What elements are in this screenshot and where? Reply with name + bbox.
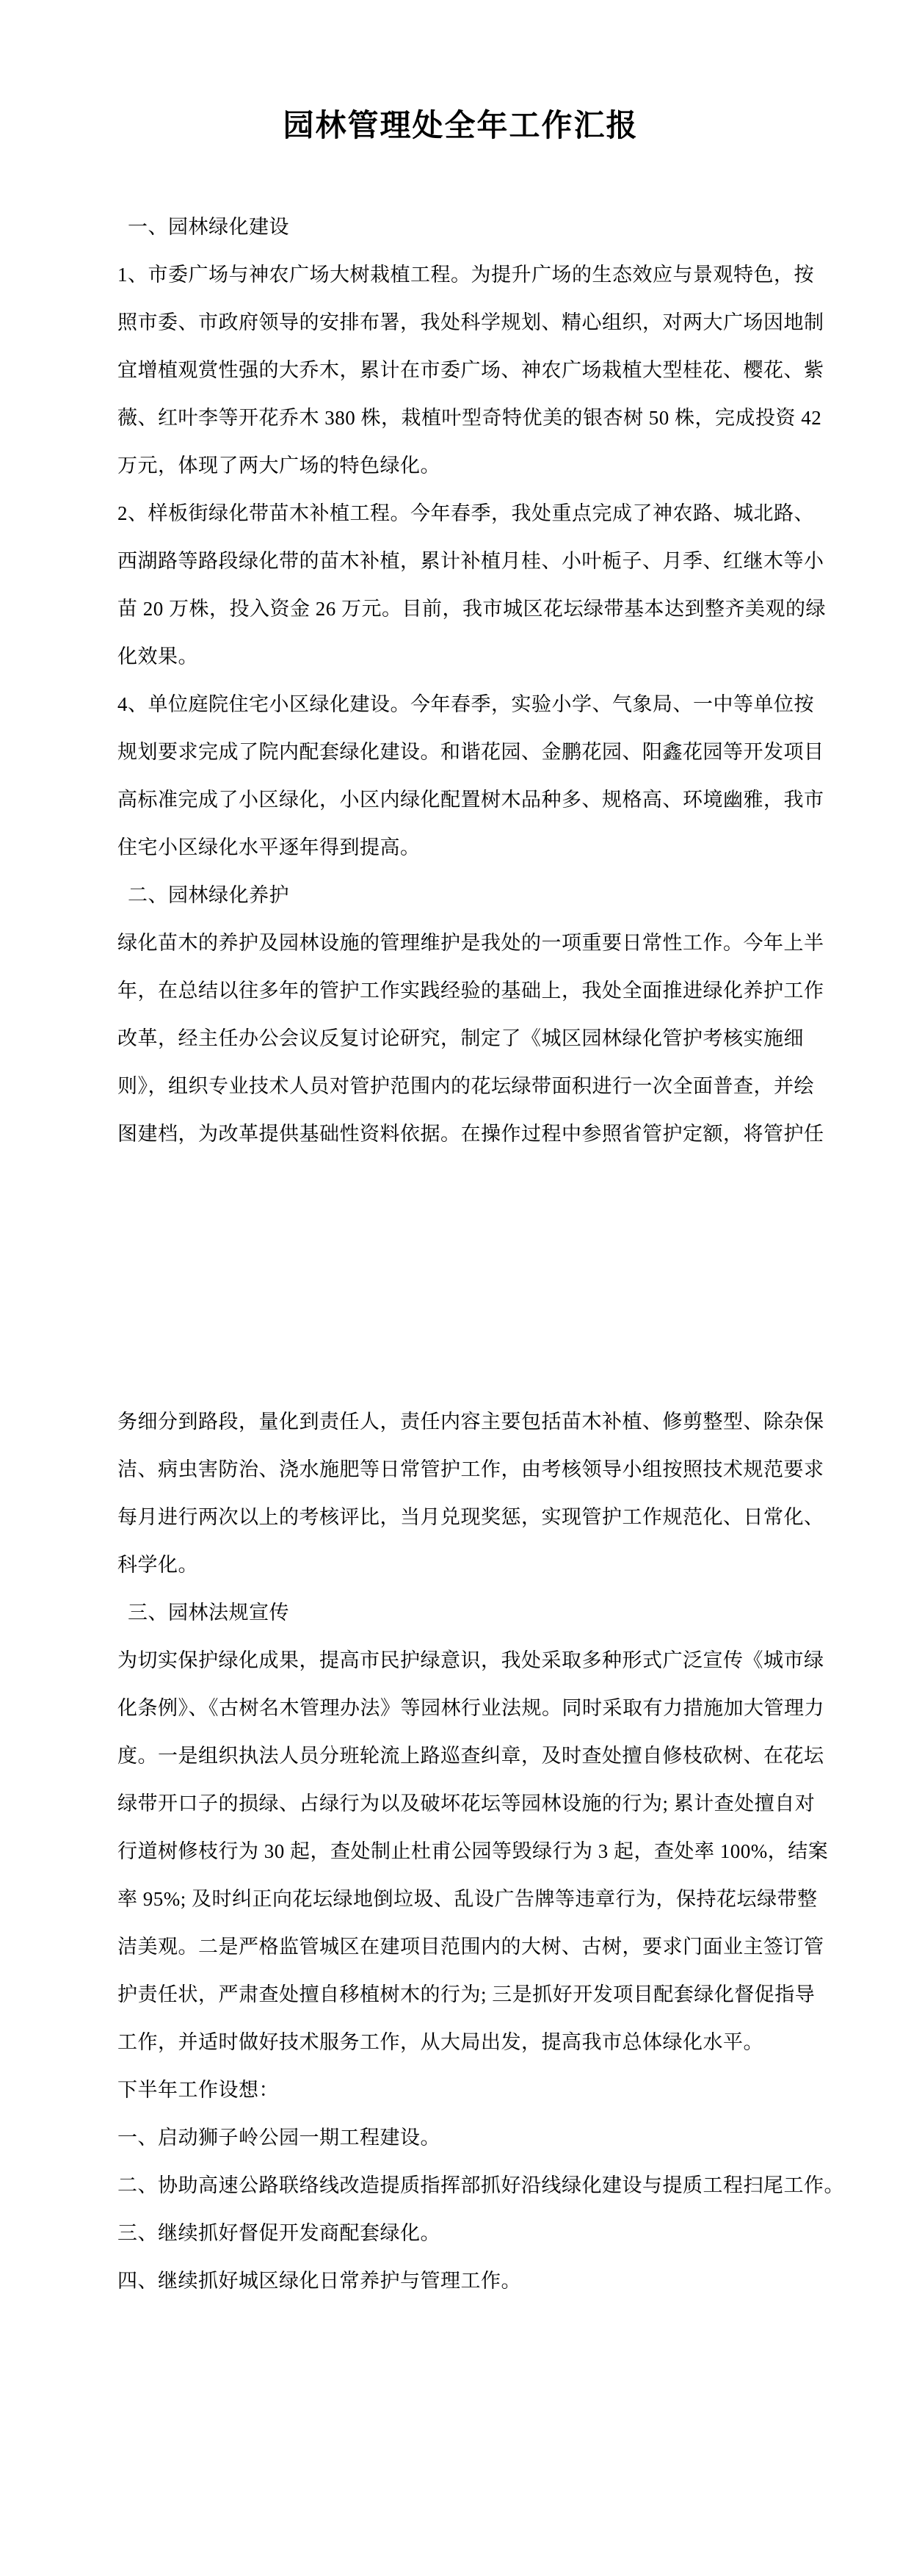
text-line: 薇、红叶李等开花乔木 380 株，栽植叶型奇特优美的银杏树 50 株，完成投资 42 <box>117 407 822 429</box>
text-line: 住宅小区绿化水平逐年得到提高。 <box>117 836 421 858</box>
text-line: 护责任状，严肃查处擅自移植树木的行为; 三是抓好开发项目配套绿化督促指导 <box>117 1983 816 2005</box>
text-line: 科学化。 <box>117 1554 198 1576</box>
text-line: 工作，并适时做好技术服务工作，从大局出发，提高我市总体绿化水平。 <box>117 2031 763 2053</box>
text-line: 照市委、市政府领导的安排布署，我处科学规划、精心组织，对两大广场因地制 <box>117 311 824 333</box>
text-line: 化效果。 <box>117 645 198 667</box>
text-line: 度。一是组织执法人员分班轮流上路巡查纠章，及时查处擅自修枝砍树、在花坛 <box>117 1745 824 1767</box>
text-line: 改革，经主任办公会议反复讨论研究，制定了《城区园林绿化管护考核实施细 <box>117 1027 804 1049</box>
text-line: 绿化苗木的养护及园林设施的管理维护是我处的一项重要日常性工作。今年上半 <box>117 932 824 954</box>
text-line: 绿带开口子的损绿、占绿行为以及破坏花坛等园林设施的行为; 累计查处擅自对 <box>117 1792 816 1815</box>
text-line: 规划要求完成了院内配套绿化建设。和谐花园、金鹏花园、阳鑫花园等开发项目 <box>117 741 824 763</box>
text-line: 1、市委广场与神农广场大树栽植工程。为提升广场的生态效应与景观特色，按 <box>117 264 814 286</box>
plan-item-3: 三、继续抓好督促开发商配套绿化。 <box>117 2222 440 2244</box>
text-line: 苗 20 万株，投入资金 26 万元。目前，我市城区花坛绿带基本达到整齐美观的绿 <box>117 598 826 620</box>
text-line: 高标准完成了小区绿化，小区内绿化配置树木品种多、规格高、环境幽雅，我市 <box>117 789 824 811</box>
text-line: 洁美观。二是严格监管城区在建项目范围内的大树、古树，要求门面业主签订管 <box>117 1936 824 1958</box>
section-heading-1: 一、园林绿化建设 <box>128 216 289 238</box>
text-line: 西湖路等路段绿化带的苗木补植，累计补植月桂、小叶栀子、月季、红继木等小 <box>117 550 824 572</box>
text-line: 行道树修枝行为 30 起，查处制止杜甫公园等毁绿行为 3 起，查处率 100%，结案 <box>117 1840 829 1862</box>
text-line: 则》，组织专业技术人员对管护范围内的花坛绿带面积进行一次全面普查，并绘 <box>117 1075 814 1097</box>
text-line: 化条例》、《古树名木管理办法》等园林行业法规。同时采取有力措施加大管理力 <box>117 1697 824 1719</box>
text-line: 2、样板街绿化带苗木补植工程。今年春季，我处重点完成了神农路、城北路、 <box>117 502 814 524</box>
plan-item-1: 一、启动狮子岭公园一期工程建设。 <box>117 2127 440 2149</box>
section-heading-3: 三、园林法规宣传 <box>128 1602 289 1624</box>
text-line: 每月进行两次以上的考核评比，当月兑现奖惩，实现管护工作规范化、日常化、 <box>117 1506 824 1528</box>
plan-item-2: 二、协助高速公路联络线改造提质指挥部抓好沿线绿化建设与提质工程扫尾工作。 <box>117 2174 844 2196</box>
text-line: 务细分到路段，量化到责任人，责任内容主要包括苗木补植、修剪整型、除杂保 <box>117 1411 824 1433</box>
text-line: 万元，体现了两大广场的特色绿化。 <box>117 455 440 477</box>
section-heading-2: 二、园林绿化养护 <box>128 884 289 906</box>
page-break-gap <box>117 1158 804 1398</box>
text-line: 宜增植观赏性强的大乔木，累计在市委广场、神农广场栽植大型桂花、樱花、紫 <box>117 359 824 381</box>
text-line: 率 95%; 及时纠正向花坛绿地倒垃圾、乱设广告牌等违章行为，保持花坛绿带整 <box>117 1888 818 1910</box>
document-title: 园林管理处全年工作汇报 <box>283 109 639 143</box>
text-line: 洁、病虫害防治、浇水施肥等日常管护工作，由考核领导小组按照技术规范要求 <box>117 1458 824 1480</box>
plan-item-4: 四、继续抓好城区绿化日常养护与管理工作。 <box>117 2270 521 2292</box>
text-line: 图建档，为改革提供基础性资料依据。在操作过程中参照省管护定额，将管护任 <box>117 1123 824 1145</box>
subheading-second-half-plans: 下半年工作设想： <box>117 2079 279 2101</box>
text-line: 4、单位庭院住宅小区绿化建设。今年春季，实验小学、气象局、一中等单位按 <box>117 693 814 715</box>
text-line: 年，在总结以往多年的管护工作实践经验的基础上，我处全面推进绿化养护工作 <box>117 980 824 1002</box>
text-line: 为切实保护绿化成果，提高市民护绿意识，我处采取多种形式广泛宣传《城市绿 <box>117 1649 824 1671</box>
